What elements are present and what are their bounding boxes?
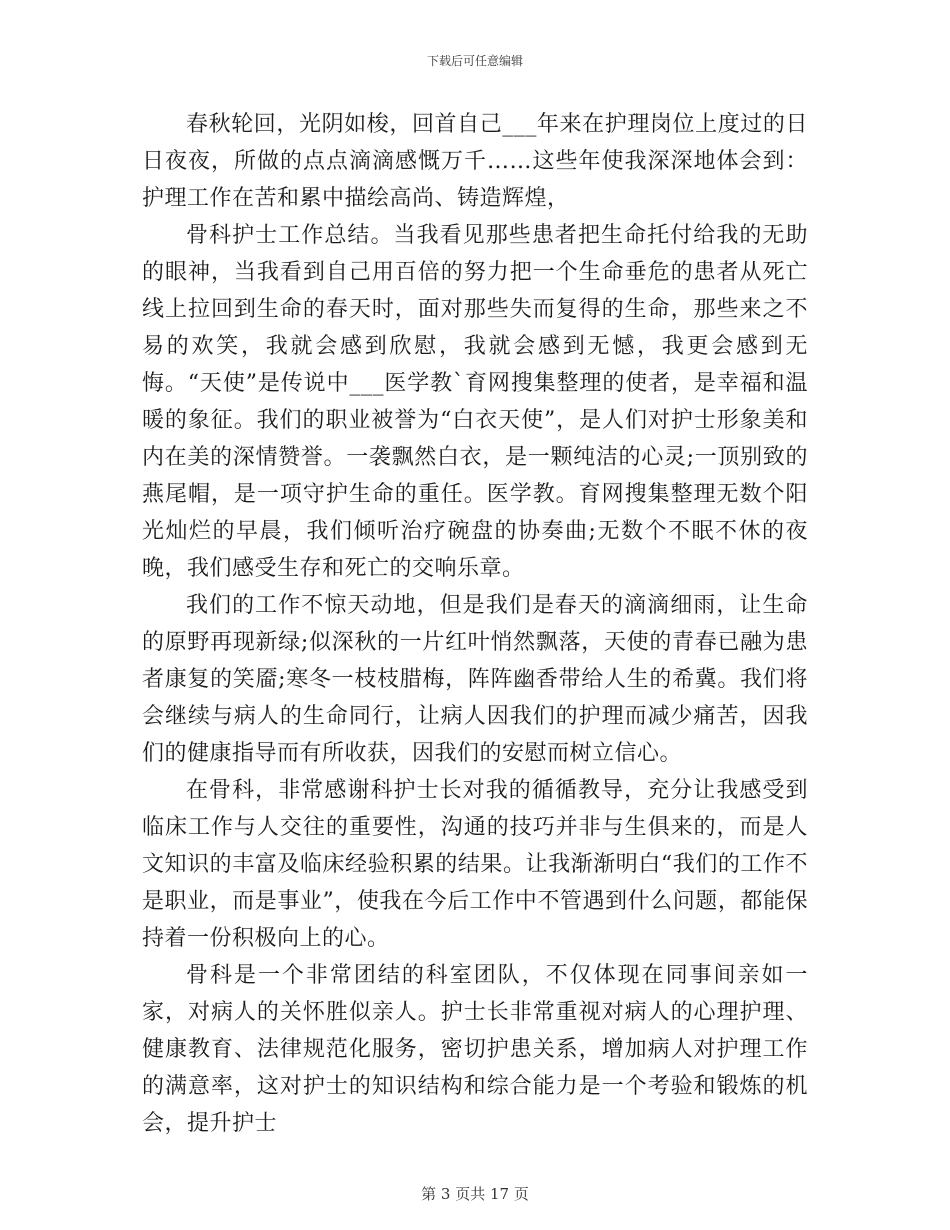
paragraph-5: 骨科是一个非常团结的科室团队，不仅体现在同事间亲如一家，对病人的关怀胜似亲人。护士长非常重视对病人的心理护理、健康教育、法律规范化服务，密切护患关系，增加病人对护理工作的满意率，这对护士的知识结构和综合能力是一个考验和锻炼的机会，提升护士 <box>142 963 808 1136</box>
paragraph-1: 春秋轮回，光阴如梭，回首自己___年来在护理岗位上度过的日日夜夜，所做的点点滴滴感慨万千……这些年使我深深地体会到：护理工作在苦和累中描绘高尚、铸造辉煌， <box>142 112 808 211</box>
page-footer: 第 3 页共 17 页 <box>421 1185 529 1203</box>
document-body <box>142 106 808 1142</box>
page-header: 下载后可任意编辑 <box>426 54 523 68</box>
paragraph-2: 骨科护士工作总结。当我看见那些患者把生命托付给我的无助的眼神，当我看到自己用百倍的努力把一个生命垂危的患者从死亡线上拉回到生命的春天时，面对那些失而复得的生命，那些来之不易的欢笑，我就会感到欣慰，我就会感到无憾，我更会感到无悔。“天使”是传说中___医学教`育网搜集整理的使者，是幸福和温暖的象征。我们的职业被誉为“白衣天使”，是人们对护士形象美和内在美的深情赞誉。一袭飘然白衣，是一颗纯洁的心灵;一顶别致的燕尾帽，是一项守护生命的重任。医学教。育网搜集整理无数个阳光灿烂的早晨，我们倾听治疗碗盘的协奏曲;无数个不眠不休的夜晚，我们感受生存和死亡的交响乐章。 <box>142 223 808 581</box>
paragraph-4: 在骨科，非常感谢科护士长对我的循循教导，充分让我感受到临床工作与人交往的重要性，沟通的技巧并非与生俱来的，而是人文知识的丰富及临床经验积累的结果。让我渐渐明白“我们的工作不是职业，而是事业”，使我在今后工作中不管遇到什么问题，都能保持着一份积极向上的心。 <box>142 778 808 951</box>
paragraph-3: 我们的工作不惊天动地，但是我们是春天的滴滴细雨，让生命的原野再现新绿;似深秋的一片红叶悄然飘落，天使的青春已融为患者康复的笑靥;寒冬一枝枝腊梅，阵阵幽香带给人生的希冀。我们将会继续与病人的生命同行，让病人因我们的护理而减少痛苦，因我们的健康指导而有所收获，因我们的安慰而树立信心。 <box>142 593 808 766</box>
